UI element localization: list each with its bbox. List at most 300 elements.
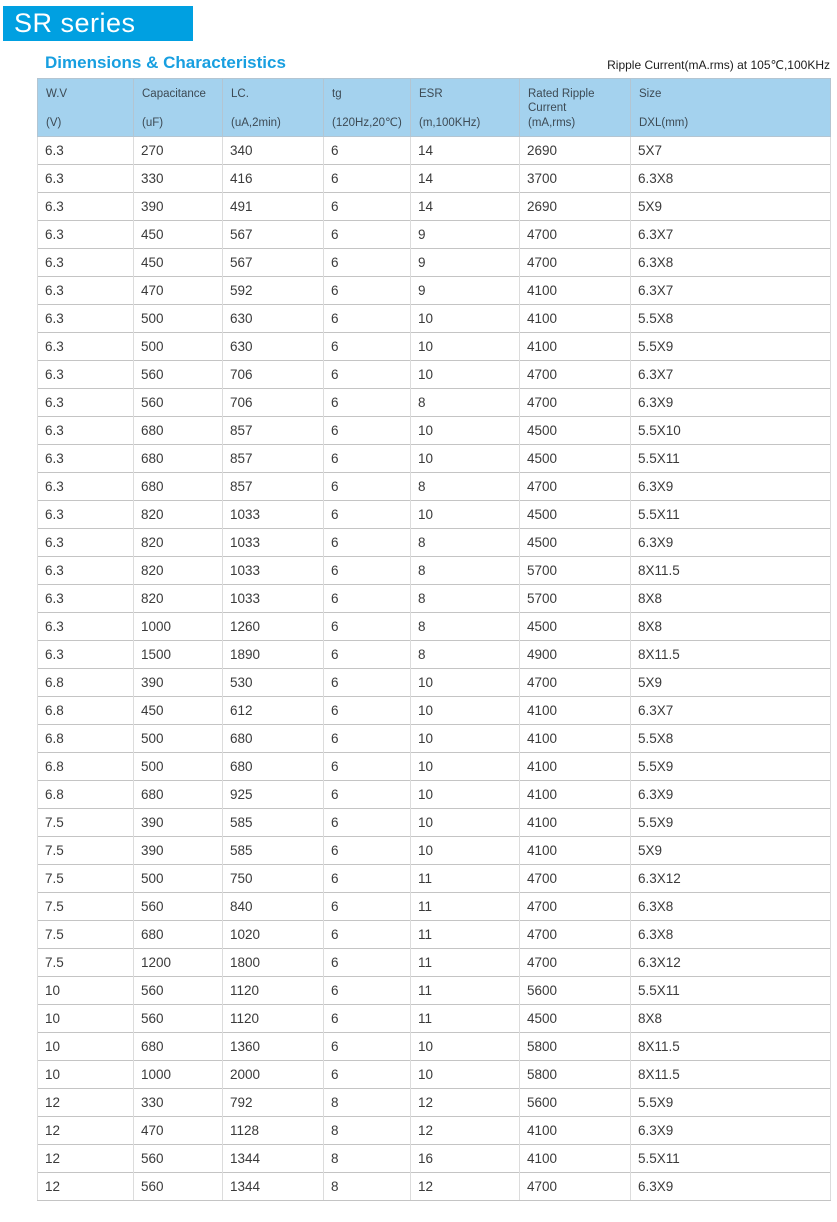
- cell: 6.3: [38, 501, 134, 529]
- cell: 6: [324, 277, 411, 305]
- table-row: [38, 949, 831, 977]
- cell: 10: [411, 669, 520, 697]
- column-label: ESR: [419, 88, 443, 100]
- cell: 6.3X9: [631, 389, 831, 417]
- cell: 450: [134, 697, 223, 725]
- table-row: [38, 529, 831, 557]
- cell: 5.5X11: [631, 1145, 831, 1173]
- cell: 10: [411, 781, 520, 809]
- cell: 4100: [520, 1117, 631, 1145]
- cell: 1800: [223, 949, 324, 977]
- cell: 5.5X9: [631, 809, 831, 837]
- cell: 10: [38, 1033, 134, 1061]
- cell: 8X11.5: [631, 1033, 831, 1061]
- table-row: [38, 389, 831, 417]
- cell: 10: [411, 753, 520, 781]
- cell: 1033: [223, 501, 324, 529]
- cell: 8X11.5: [631, 641, 831, 669]
- cell: 1128: [223, 1117, 324, 1145]
- cell: 4700: [520, 669, 631, 697]
- cell: 6.8: [38, 753, 134, 781]
- cell: 560: [134, 361, 223, 389]
- cell: 6: [324, 417, 411, 445]
- cell: 4900: [520, 641, 631, 669]
- cell: 1000: [134, 613, 223, 641]
- cell: 2690: [520, 193, 631, 221]
- cell: 6.3: [38, 445, 134, 473]
- table-row: [38, 221, 831, 249]
- cell: 585: [223, 809, 324, 837]
- cell: 8: [411, 641, 520, 669]
- table-row: [38, 641, 831, 669]
- cell: 567: [223, 221, 324, 249]
- cell: 390: [134, 193, 223, 221]
- cell: 6.8: [38, 725, 134, 753]
- table-row: [38, 1089, 831, 1117]
- cell: 6.3: [38, 641, 134, 669]
- cell: 706: [223, 389, 324, 417]
- cell: 1360: [223, 1033, 324, 1061]
- cell: 9: [411, 249, 520, 277]
- cell: 5600: [520, 977, 631, 1005]
- cell: 6.3: [38, 473, 134, 501]
- table-row: [38, 305, 831, 333]
- cell: 6.3X7: [631, 277, 831, 305]
- cell: 6: [324, 865, 411, 893]
- column-label: Rated Ripple Current: [528, 88, 595, 115]
- cell: 6.3X9: [631, 473, 831, 501]
- cell: 4700: [520, 921, 631, 949]
- cell: 792: [223, 1089, 324, 1117]
- column-header-rated-ripple-current: [520, 79, 631, 137]
- cell: 820: [134, 557, 223, 585]
- cell: 500: [134, 725, 223, 753]
- cell: 680: [223, 725, 324, 753]
- cell: 560: [134, 893, 223, 921]
- column-header-w-v: [38, 79, 134, 137]
- cell: 4700: [520, 389, 631, 417]
- cell: 4100: [520, 837, 631, 865]
- cell: 6: [324, 585, 411, 613]
- cell: 450: [134, 221, 223, 249]
- cell: 416: [223, 165, 324, 193]
- cell: 390: [134, 669, 223, 697]
- cell: 6.3: [38, 193, 134, 221]
- table-row: [38, 473, 831, 501]
- table-row: [38, 165, 831, 193]
- cell: 330: [134, 165, 223, 193]
- cell: 4700: [520, 361, 631, 389]
- cell: 857: [223, 417, 324, 445]
- cell: 12: [38, 1145, 134, 1173]
- cell: 6.3X12: [631, 949, 831, 977]
- cell: 8: [411, 585, 520, 613]
- cell: 1344: [223, 1173, 324, 1201]
- cell: 4700: [520, 893, 631, 921]
- cell: 6.3X9: [631, 1117, 831, 1145]
- cell: 16: [411, 1145, 520, 1173]
- cell: 4100: [520, 697, 631, 725]
- cell: 4500: [520, 501, 631, 529]
- cell: 8X11.5: [631, 557, 831, 585]
- cell: 567: [223, 249, 324, 277]
- cell: 560: [134, 1173, 223, 1201]
- cell: 7.5: [38, 921, 134, 949]
- cell: 5.5X8: [631, 725, 831, 753]
- cell: 4500: [520, 1005, 631, 1033]
- table-row: [38, 1145, 831, 1173]
- table-row: [38, 1117, 831, 1145]
- table-row: [38, 333, 831, 361]
- cell: 10: [411, 837, 520, 865]
- cell: 1344: [223, 1145, 324, 1173]
- cell: 560: [134, 977, 223, 1005]
- cell: 6: [324, 893, 411, 921]
- cell: 5700: [520, 557, 631, 585]
- column-unit: (V): [46, 116, 62, 129]
- cell: 8X8: [631, 585, 831, 613]
- cell: 11: [411, 921, 520, 949]
- cell: 4100: [520, 753, 631, 781]
- cell: 450: [134, 249, 223, 277]
- cell: 4700: [520, 865, 631, 893]
- cell: 6: [324, 613, 411, 641]
- cell: 5800: [520, 1061, 631, 1089]
- cell: 6: [324, 977, 411, 1005]
- cell: 680: [134, 445, 223, 473]
- table-row: [38, 697, 831, 725]
- cell: 10: [411, 501, 520, 529]
- cell: 14: [411, 193, 520, 221]
- cell: 6: [324, 837, 411, 865]
- cell: 6.3: [38, 529, 134, 557]
- cell: 6.3: [38, 389, 134, 417]
- cell: 4500: [520, 613, 631, 641]
- cell: 592: [223, 277, 324, 305]
- cell: 11: [411, 865, 520, 893]
- cell: 6: [324, 809, 411, 837]
- cell: 4100: [520, 305, 631, 333]
- cell: 8: [324, 1117, 411, 1145]
- table-row: [38, 1173, 831, 1201]
- cell: 10: [38, 1005, 134, 1033]
- cell: 6: [324, 949, 411, 977]
- cell: 11: [411, 949, 520, 977]
- cell: 12: [38, 1117, 134, 1145]
- cell: 6.3: [38, 613, 134, 641]
- cell: 12: [411, 1173, 520, 1201]
- cell: 6: [324, 669, 411, 697]
- cell: 10: [411, 697, 520, 725]
- column-header-capacitance: [134, 79, 223, 137]
- table-row: [38, 613, 831, 641]
- cell: 1500: [134, 641, 223, 669]
- cell: 12: [411, 1117, 520, 1145]
- cell: 4700: [520, 949, 631, 977]
- cell: 6: [324, 473, 411, 501]
- cell: 5.5X9: [631, 1089, 831, 1117]
- cell: 8X8: [631, 613, 831, 641]
- cell: 6: [324, 137, 411, 165]
- cell: 8: [324, 1089, 411, 1117]
- cell: 820: [134, 501, 223, 529]
- cell: 330: [134, 1089, 223, 1117]
- cell: 470: [134, 1117, 223, 1145]
- cell: 6.3: [38, 305, 134, 333]
- cell: 4100: [520, 333, 631, 361]
- column-unit: (m,100KHz): [419, 116, 481, 129]
- cell: 820: [134, 529, 223, 557]
- table-row: [38, 1033, 831, 1061]
- cell: 6: [324, 529, 411, 557]
- cell: 5X9: [631, 837, 831, 865]
- table-row: [38, 361, 831, 389]
- cell: 840: [223, 893, 324, 921]
- cell: 560: [134, 389, 223, 417]
- cell: 6: [324, 1061, 411, 1089]
- cell: 630: [223, 305, 324, 333]
- table-row: [38, 865, 831, 893]
- cell: 6.3X7: [631, 697, 831, 725]
- cell: 500: [134, 865, 223, 893]
- cell: 10: [411, 809, 520, 837]
- column-unit: (uF): [142, 116, 164, 129]
- table-row: [38, 1005, 831, 1033]
- cell: 612: [223, 697, 324, 725]
- column-label: tg: [332, 88, 342, 100]
- cell: 6: [324, 921, 411, 949]
- cell: 5700: [520, 585, 631, 613]
- table-row: [38, 837, 831, 865]
- cell: 6.3: [38, 417, 134, 445]
- cell: 8: [411, 613, 520, 641]
- cell: 6.8: [38, 669, 134, 697]
- cell: 1120: [223, 1005, 324, 1033]
- cell: 6.8: [38, 697, 134, 725]
- column-header-esr: [411, 79, 520, 137]
- table-row: [38, 557, 831, 585]
- cell: 12: [411, 1089, 520, 1117]
- cell: 3700: [520, 165, 631, 193]
- column-label: LC.: [231, 88, 249, 100]
- cell: 560: [134, 1145, 223, 1173]
- cell: 6: [324, 165, 411, 193]
- cell: 390: [134, 837, 223, 865]
- cell: 1020: [223, 921, 324, 949]
- cell: 4500: [520, 417, 631, 445]
- header-row: [38, 79, 831, 137]
- cell: 10: [411, 417, 520, 445]
- cell: 680: [134, 473, 223, 501]
- cell: 6.3X7: [631, 221, 831, 249]
- cell: 4700: [520, 249, 631, 277]
- cell: 6: [324, 725, 411, 753]
- table-row: [38, 753, 831, 781]
- cell: 10: [411, 1061, 520, 1089]
- cell: 1033: [223, 529, 324, 557]
- table-row: [38, 445, 831, 473]
- table-row: [38, 137, 831, 165]
- cell: 12: [38, 1173, 134, 1201]
- cell: 6: [324, 305, 411, 333]
- cell: 6.3: [38, 165, 134, 193]
- cell: 8: [324, 1145, 411, 1173]
- dimensions-characteristics-table: [37, 78, 831, 1201]
- cell: 680: [134, 1033, 223, 1061]
- table-row: [38, 725, 831, 753]
- cell: 11: [411, 977, 520, 1005]
- cell: 820: [134, 585, 223, 613]
- cell: 8: [411, 529, 520, 557]
- cell: 680: [134, 921, 223, 949]
- cell: 6.3X9: [631, 1173, 831, 1201]
- cell: 6.3: [38, 277, 134, 305]
- cell: 680: [134, 417, 223, 445]
- cell: 11: [411, 1005, 520, 1033]
- column-unit: DXL(mm): [639, 116, 689, 129]
- cell: 1120: [223, 977, 324, 1005]
- cell: 6: [324, 641, 411, 669]
- cell: 6.3: [38, 221, 134, 249]
- section-header-row: [45, 53, 830, 73]
- cell: 5.5X9: [631, 753, 831, 781]
- cell: 1000: [134, 1061, 223, 1089]
- cell: 857: [223, 473, 324, 501]
- cell: 5.5X9: [631, 333, 831, 361]
- cell: 5.5X11: [631, 977, 831, 1005]
- cell: 6: [324, 1033, 411, 1061]
- cell: 6: [324, 557, 411, 585]
- cell: 4700: [520, 473, 631, 501]
- cell: 4500: [520, 445, 631, 473]
- cell: 4100: [520, 781, 631, 809]
- cell: 5.5X11: [631, 501, 831, 529]
- cell: 500: [134, 753, 223, 781]
- table-row: [38, 249, 831, 277]
- cell: 6.8: [38, 781, 134, 809]
- cell: 6: [324, 193, 411, 221]
- cell: 6.3X8: [631, 893, 831, 921]
- cell: 2000: [223, 1061, 324, 1089]
- section-title: Dimensions & Characteristics: [45, 53, 286, 72]
- cell: 5X7: [631, 137, 831, 165]
- table-row: [38, 1061, 831, 1089]
- cell: 8: [324, 1173, 411, 1201]
- table-row: [38, 585, 831, 613]
- cell: 14: [411, 137, 520, 165]
- column-label: W.V: [46, 88, 68, 100]
- cell: 9: [411, 221, 520, 249]
- cell: 7.5: [38, 949, 134, 977]
- cell: 1033: [223, 557, 324, 585]
- table-row: [38, 417, 831, 445]
- cell: 340: [223, 137, 324, 165]
- cell: 4700: [520, 1173, 631, 1201]
- cell: 6: [324, 753, 411, 781]
- cell: 6.3: [38, 361, 134, 389]
- cell: 7.5: [38, 865, 134, 893]
- cell: 7.5: [38, 837, 134, 865]
- cell: 925: [223, 781, 324, 809]
- cell: 5.5X11: [631, 445, 831, 473]
- cell: 5.5X8: [631, 305, 831, 333]
- table-row: [38, 193, 831, 221]
- cell: 857: [223, 445, 324, 473]
- cell: 12: [38, 1089, 134, 1117]
- column-header-size: [631, 79, 831, 137]
- cell: 6.3X8: [631, 249, 831, 277]
- table-row: [38, 501, 831, 529]
- cell: 14: [411, 165, 520, 193]
- column-unit: (mA,rms): [528, 116, 576, 129]
- cell: 6.3: [38, 137, 134, 165]
- cell: 6.3: [38, 585, 134, 613]
- cell: 5X9: [631, 193, 831, 221]
- table-row: [38, 669, 831, 697]
- cell: 6.3X9: [631, 529, 831, 557]
- cell: 8: [411, 557, 520, 585]
- cell: 10: [38, 1061, 134, 1089]
- cell: 390: [134, 809, 223, 837]
- cell: 10: [38, 977, 134, 1005]
- cell: 6.3: [38, 249, 134, 277]
- cell: 585: [223, 837, 324, 865]
- cell: 6: [324, 781, 411, 809]
- cell: 5.5X10: [631, 417, 831, 445]
- cell: 8: [411, 473, 520, 501]
- cell: 500: [134, 333, 223, 361]
- cell: 530: [223, 669, 324, 697]
- cell: 6.3X9: [631, 781, 831, 809]
- cell: 10: [411, 445, 520, 473]
- ripple-current-note: Ripple Current(mA.rms) at 105℃,100KHz: [607, 58, 830, 72]
- cell: 4100: [520, 809, 631, 837]
- series-title-banner: SR series: [3, 6, 193, 41]
- cell: 560: [134, 1005, 223, 1033]
- table-row: [38, 809, 831, 837]
- cell: 6.3: [38, 557, 134, 585]
- cell: 6: [324, 389, 411, 417]
- cell: 1033: [223, 585, 324, 613]
- cell: 6: [324, 221, 411, 249]
- cell: 4700: [520, 221, 631, 249]
- cell: 6: [324, 445, 411, 473]
- table-row: [38, 977, 831, 1005]
- column-unit: (120Hz,20℃): [332, 116, 402, 129]
- cell: 10: [411, 305, 520, 333]
- cell: 1890: [223, 641, 324, 669]
- cell: 6.3: [38, 333, 134, 361]
- cell: 680: [134, 781, 223, 809]
- cell: 6.3X7: [631, 361, 831, 389]
- cell: 4500: [520, 529, 631, 557]
- cell: 1260: [223, 613, 324, 641]
- cell: 5X9: [631, 669, 831, 697]
- cell: 470: [134, 277, 223, 305]
- cell: 10: [411, 1033, 520, 1061]
- cell: 9: [411, 277, 520, 305]
- cell: 680: [223, 753, 324, 781]
- column-unit: (uA,2min): [231, 116, 281, 129]
- cell: 4100: [520, 725, 631, 753]
- cell: 6: [324, 249, 411, 277]
- cell: 491: [223, 193, 324, 221]
- cell: 4100: [520, 1145, 631, 1173]
- cell: 750: [223, 865, 324, 893]
- cell: 6.3X8: [631, 165, 831, 193]
- table-body: [38, 137, 831, 1201]
- cell: 6: [324, 333, 411, 361]
